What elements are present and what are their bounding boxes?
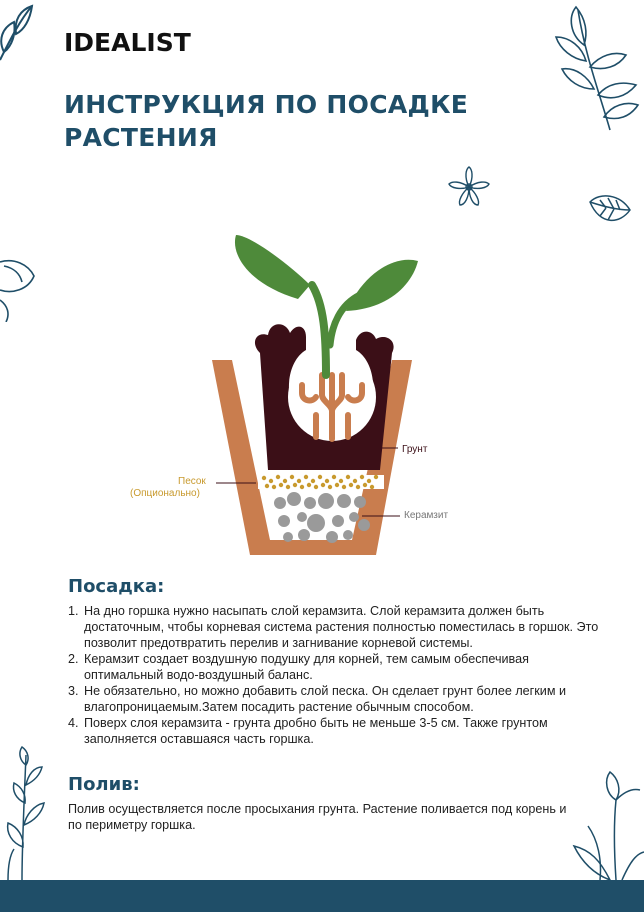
watering-text: Полив осуществляется после просыхания грунта. Растение поливается под корень и по периметру горшка. bbox=[68, 802, 567, 832]
leaf-left bbox=[235, 235, 310, 299]
label-sand-optional: (Опционально) bbox=[130, 488, 200, 499]
leaf-right bbox=[346, 260, 418, 311]
watering-heading: Полив: bbox=[68, 774, 140, 795]
step-text: Не обязательно, но можно добавить слой песка. Он сделает грунт более легким и влагопроницаемым.Затем посадить растение обычным способом. bbox=[84, 684, 567, 714]
step-number: 1. bbox=[68, 604, 79, 618]
list-item bbox=[68, 651, 608, 683]
planting-steps bbox=[68, 603, 608, 747]
label-soil: Грунт bbox=[402, 444, 428, 455]
planting-heading: Посадка: bbox=[68, 576, 165, 597]
leaf-icon bbox=[586, 192, 632, 228]
list-item bbox=[68, 603, 608, 651]
page-title: ИНСТРУКЦИЯ ПО ПОСАДКЕ РАСТЕНИЯ bbox=[64, 90, 469, 152]
step-text: Керамзит создает воздушную подушку для корней, тем самым обеспечивая оптимальный водо-воздушный баланс. bbox=[84, 652, 529, 682]
step-text: На дно горшка нужно насыпать слой керамзита. Слой керамзита должен быть достаточным, чтобы корневая система растения полностью поместилась в горшок. Это позволит предотвратить перелив и загнивание корневой системы. bbox=[84, 604, 599, 650]
step-number: 3. bbox=[68, 684, 79, 698]
brand-logo: IDEALIST bbox=[64, 28, 191, 57]
list-item bbox=[68, 715, 608, 747]
footer-bar bbox=[0, 880, 644, 912]
step-number: 4. bbox=[68, 716, 79, 730]
label-clay: Керамзит bbox=[404, 510, 449, 521]
leaf-branch-top-right-icon bbox=[540, 5, 644, 135]
step-text: Поверх слоя керамзита - грунта дробно быть не меньше 3-5 см. Также грунтом заполняется оставшаяся часть горшка. bbox=[84, 716, 548, 746]
list-item bbox=[68, 683, 608, 715]
plant-bottom-right-icon bbox=[570, 770, 644, 880]
flower-icon bbox=[446, 165, 492, 209]
label-sand: Песок bbox=[178, 476, 206, 487]
leaf-branch-top-left-icon bbox=[0, 0, 40, 70]
flower-left-icon bbox=[0, 252, 44, 322]
plant-bottom-left-icon bbox=[0, 745, 60, 880]
step-number: 2. bbox=[68, 652, 79, 666]
